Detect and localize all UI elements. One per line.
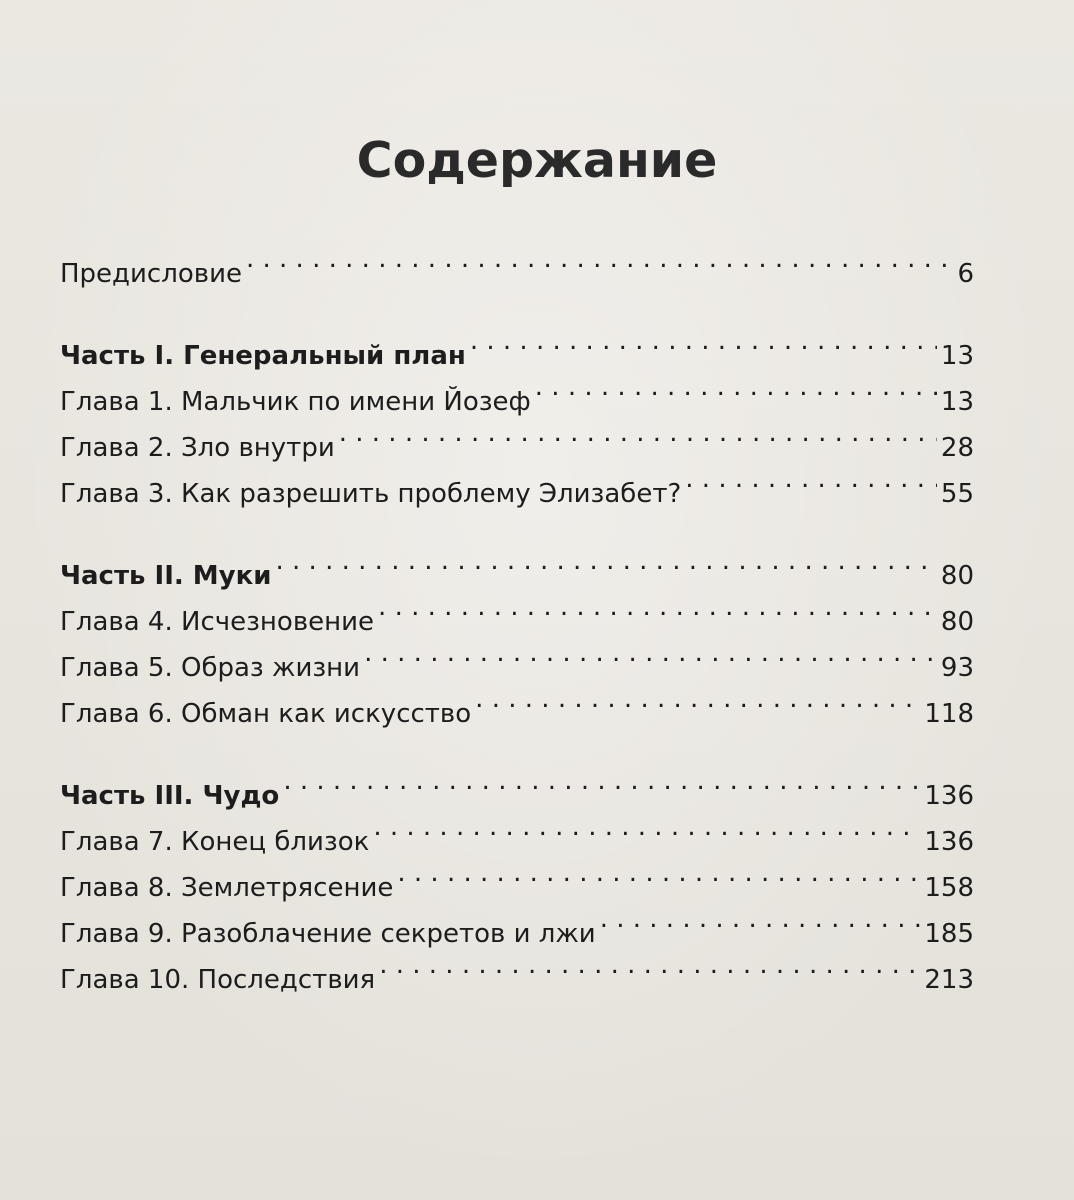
leader-dots (364, 630, 937, 676)
toc-page-number: 213 (924, 965, 974, 995)
toc-page-number: 136 (924, 827, 974, 857)
toc-entry-label: Глава 6. Обман как искусство (60, 699, 472, 729)
toc-page-number: 80 (940, 607, 974, 637)
toc-entry-part-2 (60, 538, 974, 591)
table-of-contents (60, 236, 974, 995)
leader-dots (378, 584, 937, 630)
toc-page-number: 118 (924, 699, 974, 729)
toc-page-number: 185 (924, 919, 974, 949)
toc-entry-preface (60, 236, 974, 289)
toc-entry-label: Глава 4. Исчезновение (60, 607, 375, 637)
leader-dots (246, 236, 953, 282)
toc-page-number: 28 (940, 433, 974, 463)
leader-dots (379, 942, 920, 988)
toc-entry-part-3 (60, 758, 974, 811)
page-title: Содержание (356, 132, 718, 189)
toc-entry-label: Предисловие (60, 259, 242, 289)
leader-dots (339, 410, 937, 456)
leader-dots (685, 456, 937, 502)
toc-part-label: Часть II. Муки (60, 561, 272, 591)
leader-dots (535, 364, 937, 410)
toc-entry-label: Глава 1. Мальчик по имени Йозеф (60, 387, 531, 417)
toc-page-number: 13 (940, 341, 974, 371)
leader-dots (397, 850, 920, 896)
leader-dots (475, 676, 920, 722)
toc-entry-label: Глава 2. Зло внутри (60, 433, 335, 463)
leader-dots (470, 318, 937, 364)
toc-page-number: 6 (957, 259, 974, 289)
toc-part-label: Часть III. Чудо (60, 781, 280, 811)
toc-page-number: 136 (924, 781, 974, 811)
toc-page-number: 80 (940, 561, 974, 591)
toc-entry-label: Глава 7. Конец близок (60, 827, 370, 857)
leader-dots (600, 896, 921, 942)
toc-entry-part-1 (60, 318, 974, 371)
toc-page-number: 13 (940, 387, 974, 417)
toc-entry-label: Глава 10. Последствия (60, 965, 376, 995)
toc-part-label: Часть I. Генеральный план (60, 341, 466, 371)
toc-entry-label: Глава 3. Как разрешить проблему Элизабет? (60, 479, 682, 509)
toc-entry-label: Глава 5. Образ жизни (60, 653, 361, 683)
leader-dots (283, 758, 920, 804)
leader-dots (373, 804, 920, 850)
toc-page-number: 158 (924, 873, 974, 903)
toc-entry-label: Глава 9. Разоблачение секретов и лжи (60, 919, 596, 949)
toc-entry-label: Глава 8. Землетрясение (60, 873, 394, 903)
leader-dots (276, 538, 937, 584)
toc-page-number: 93 (940, 653, 974, 683)
toc-page-number: 55 (940, 479, 974, 509)
